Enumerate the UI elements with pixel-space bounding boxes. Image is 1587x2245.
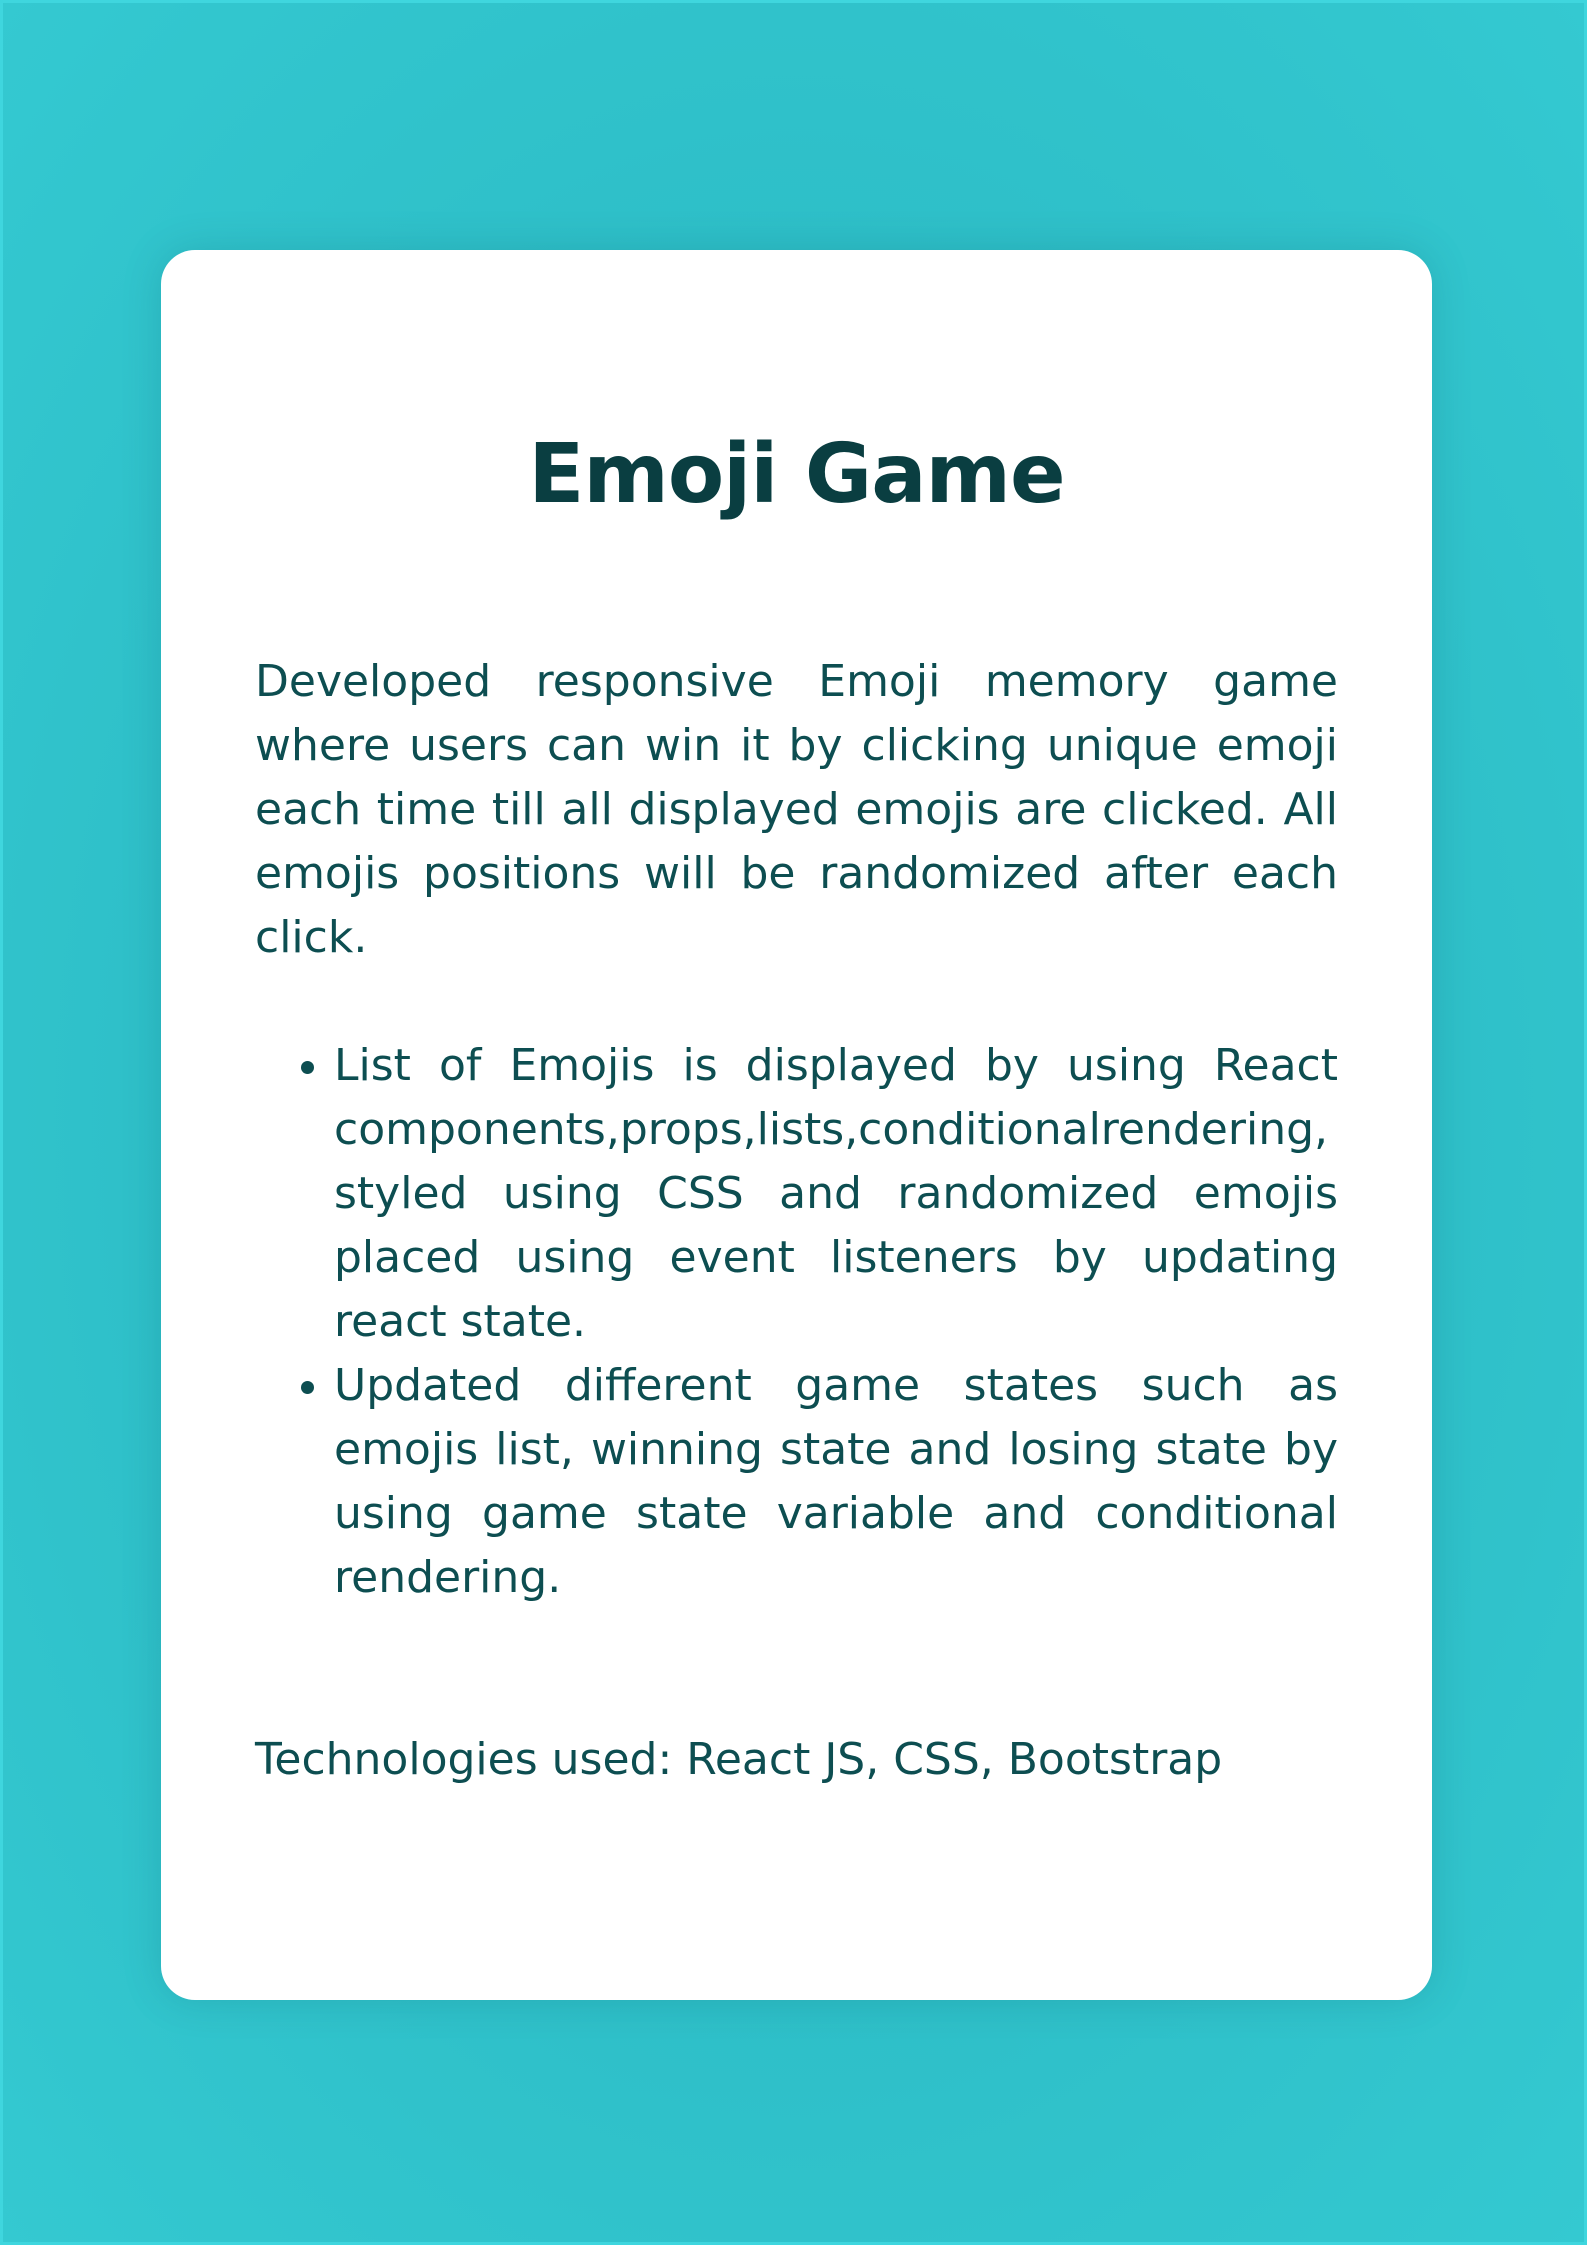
feature-list-item: • List of Emojis is displayed by using React components,props,lists,conditionalrendering, styled using CSS and randomized emojis placed using event listeners by updating react state. xyxy=(334,1034,1338,1354)
feature-list xyxy=(255,1034,1338,1610)
project-title: Emoji Game xyxy=(528,427,1065,522)
project-card xyxy=(161,250,1432,2000)
technologies-used: Technologies used: React JS, CSS, Bootstrap xyxy=(255,1734,1223,1786)
project-description: Developed responsive Emoji memory game where users can win it by clicking unique emoji each time till all displayed emojis are clicked. All emojis positions will be randomized after each click. xyxy=(255,656,1338,964)
feature-list-item: • Updated different game states such as emojis list, winning state and losing state by using game state variable and conditional rendering. xyxy=(334,1354,1338,1610)
